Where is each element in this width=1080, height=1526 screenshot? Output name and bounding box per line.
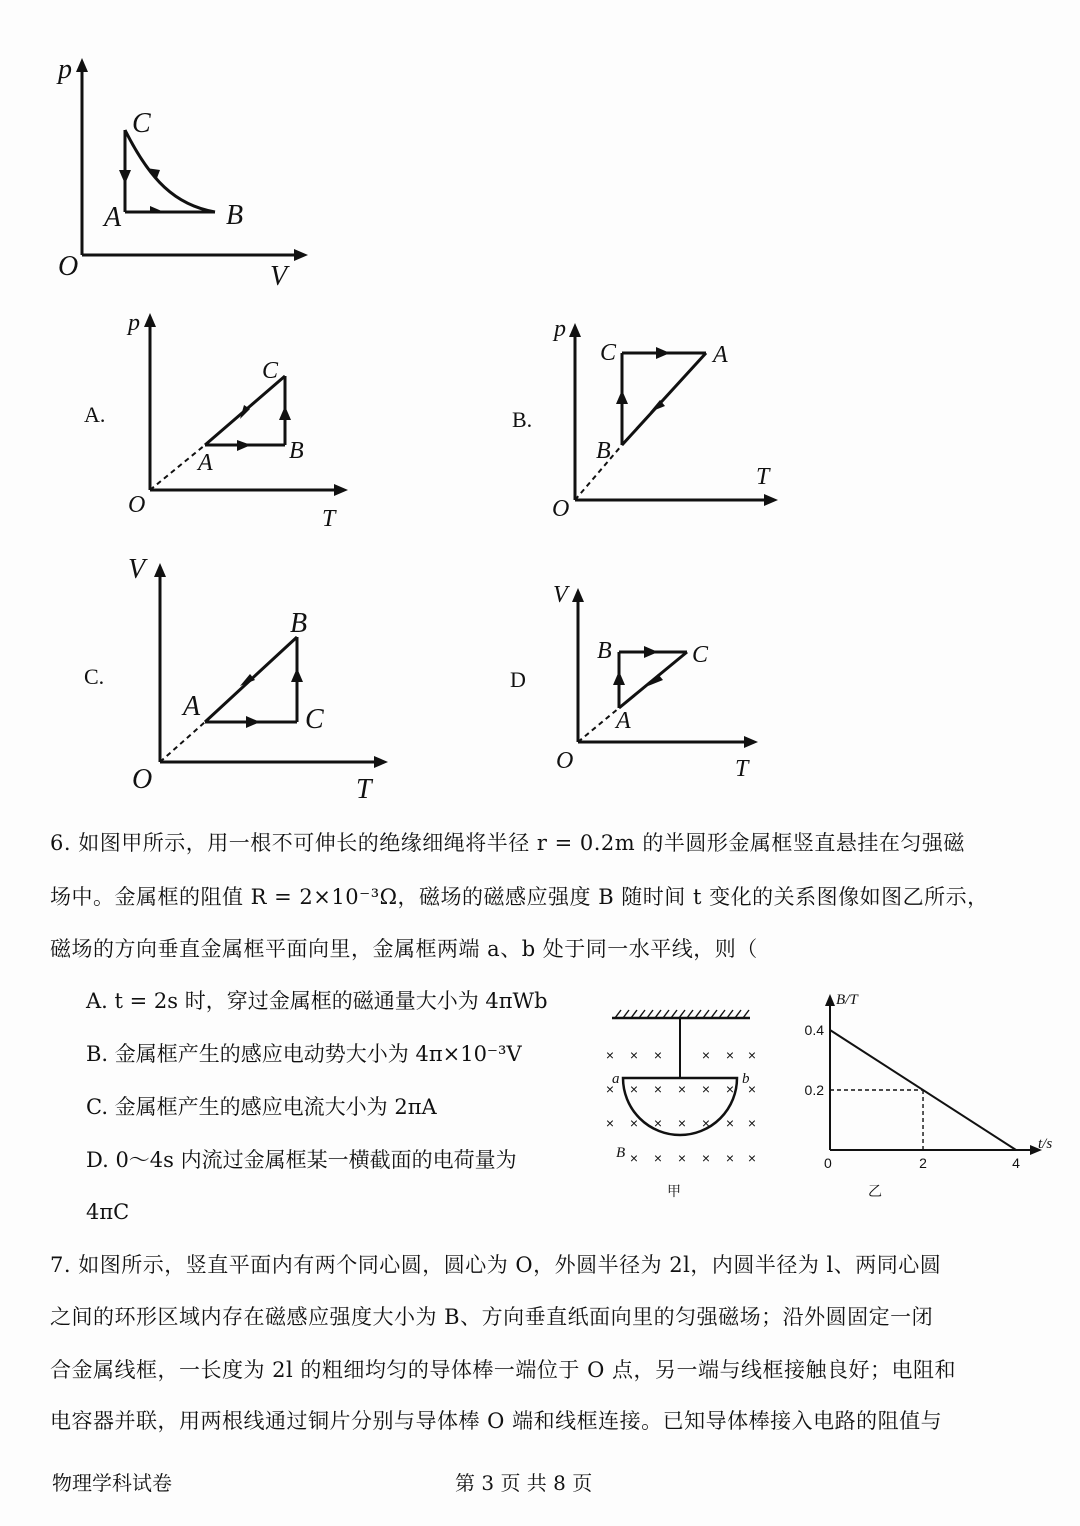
option-b-letter: B. bbox=[512, 407, 533, 432]
field-cross: × bbox=[701, 1115, 711, 1131]
label-b: b bbox=[742, 1071, 750, 1087]
field-cross: × bbox=[605, 1081, 615, 1097]
field-cross: × bbox=[677, 1081, 687, 1097]
chart-origin-label: 0 bbox=[824, 1155, 832, 1171]
option-a-origin: O bbox=[128, 492, 146, 518]
option-c-point-b: B bbox=[290, 608, 308, 639]
point-c-label: C bbox=[132, 108, 151, 139]
y-axis-label: B/T bbox=[836, 992, 858, 1008]
label-a: a bbox=[612, 1071, 620, 1087]
x-tick-label: 2 bbox=[919, 1155, 927, 1171]
field-cross: × bbox=[725, 1150, 735, 1166]
footer-subject: 物理学科试卷 bbox=[52, 1471, 172, 1495]
x-axis-label: t/s bbox=[1038, 1136, 1053, 1152]
option-d-axis-x: T bbox=[735, 756, 749, 782]
option-c-origin: O bbox=[132, 764, 153, 795]
q6-line-3: 磁场的方向垂直金属框平面向里，金属框两端 a、b 处于同一水平线，则（ bbox=[50, 937, 758, 961]
origin-label: O bbox=[58, 251, 79, 282]
q7-line-3: 合金属线框，一长度为 2l 的粗细均匀的导体棒一端位于 O 点，另一端与线框接触良好；电阻和 bbox=[50, 1358, 956, 1382]
q6-choice-d-cont: 4πC bbox=[86, 1200, 130, 1224]
q7-line-4: 电容器并联，用两根线通过铜片分别与导体棒 O 端和线框连接。已知导体棒接入电路的阻值与 bbox=[50, 1409, 943, 1433]
field-cross: × bbox=[725, 1081, 735, 1097]
option-d-letter: D bbox=[510, 667, 526, 692]
field-cross: × bbox=[725, 1115, 735, 1131]
figure-yi-caption: 乙 bbox=[868, 1183, 882, 1199]
q6-line-2: 场中。金属框的阻值 R = 2×10⁻³Ω，磁场的磁感应强度 B 随时间 t 变化的关系图像如图乙所示， bbox=[50, 885, 989, 909]
option-a-letter: A. bbox=[84, 402, 106, 427]
field-cross: × bbox=[653, 1081, 663, 1097]
point-a-label: A bbox=[104, 202, 122, 233]
y-tick-label: 0.4 bbox=[804, 1022, 824, 1038]
option-c-letter: C. bbox=[84, 664, 105, 689]
field-cross: × bbox=[629, 1115, 639, 1131]
option-c-point-a: A bbox=[183, 691, 201, 722]
option-a-axis-x: T bbox=[322, 506, 336, 532]
x-tick-label: 4 bbox=[1012, 1155, 1020, 1171]
field-cross: × bbox=[605, 1115, 615, 1131]
field-cross: × bbox=[747, 1081, 757, 1097]
field-cross: × bbox=[747, 1047, 757, 1063]
y-tick-label: 0.2 bbox=[804, 1082, 824, 1098]
q6-choice-d[interactable]: D. 0～4s 内流过金属框某一横截面的电荷量为 bbox=[86, 1148, 517, 1172]
axis-p-label: p bbox=[58, 54, 72, 85]
option-b-axis-x: T bbox=[756, 464, 770, 490]
option-d-point-a: A bbox=[616, 708, 631, 734]
y-axis-arrow bbox=[825, 994, 835, 1006]
field-cross: × bbox=[629, 1047, 639, 1063]
q6-choice-b[interactable]: B. 金属框产生的感应电动势大小为 4π×10⁻³V bbox=[86, 1042, 522, 1066]
label-field-b: B bbox=[616, 1145, 626, 1161]
field-cross: × bbox=[747, 1150, 757, 1166]
figure-jia-caption: 甲 bbox=[667, 1183, 681, 1199]
field-cross: × bbox=[725, 1047, 735, 1063]
axis-v-label: V bbox=[270, 261, 288, 292]
field-cross: × bbox=[747, 1115, 757, 1131]
field-cross: × bbox=[653, 1115, 663, 1131]
field-cross: × bbox=[701, 1047, 711, 1063]
q6-choice-a[interactable]: A. t = 2s 时，穿过金属框的磁通量大小为 4πWb bbox=[86, 989, 548, 1013]
option-d-point-c: C bbox=[692, 642, 709, 668]
option-b-origin: O bbox=[552, 496, 570, 522]
field-cross: × bbox=[701, 1150, 711, 1166]
q7-line-1: 7. 如图所示，竖直平面内有两个同心圆，圆心为 O，外圆半径为 2l，内圆半径为 l、两同心圆 bbox=[50, 1253, 942, 1277]
option-c-axis-y: V bbox=[128, 554, 146, 585]
option-c-axis-x: T bbox=[356, 774, 372, 805]
option-b-point-a: A bbox=[713, 342, 728, 368]
point-b-label: B bbox=[226, 200, 244, 231]
option-b-point-c: C bbox=[600, 340, 617, 366]
option-b-axis-y: p bbox=[554, 316, 566, 342]
option-a-point-a: A bbox=[198, 450, 213, 476]
option-d-point-b: B bbox=[597, 638, 612, 664]
field-cross: × bbox=[605, 1047, 615, 1063]
field-cross: × bbox=[701, 1081, 711, 1097]
field-cross: × bbox=[677, 1150, 687, 1166]
option-d-origin: O bbox=[556, 748, 574, 774]
field-cross: × bbox=[629, 1150, 639, 1166]
field-cross: × bbox=[629, 1081, 639, 1097]
option-d-axis-y: V bbox=[553, 582, 568, 608]
field-cross: × bbox=[677, 1115, 687, 1131]
q7-line-2: 之间的环形区域内存在磁感应强度大小为 B、方向垂直纸面向里的匀强磁场；沿外圆固定一闭 bbox=[50, 1305, 934, 1329]
option-b-point-b: B bbox=[596, 438, 611, 464]
footer-page: 第 3 页 共 8 页 bbox=[455, 1471, 593, 1495]
q6-choice-c[interactable]: C. 金属框产生的感应电流大小为 2πA bbox=[86, 1095, 437, 1119]
field-cross: × bbox=[653, 1047, 663, 1063]
option-a-axis-y: p bbox=[128, 310, 140, 336]
option-a-point-c: C bbox=[262, 358, 279, 384]
option-a-point-b: B bbox=[289, 438, 304, 464]
option-c-point-c: C bbox=[305, 704, 324, 735]
field-cross: × bbox=[653, 1150, 663, 1166]
q6-line-1: 6. 如图甲所示，用一根不可伸长的绝缘细绳将半径 r = 0.2m 的半圆形金属框竖直悬挂在匀强磁 bbox=[50, 831, 965, 855]
